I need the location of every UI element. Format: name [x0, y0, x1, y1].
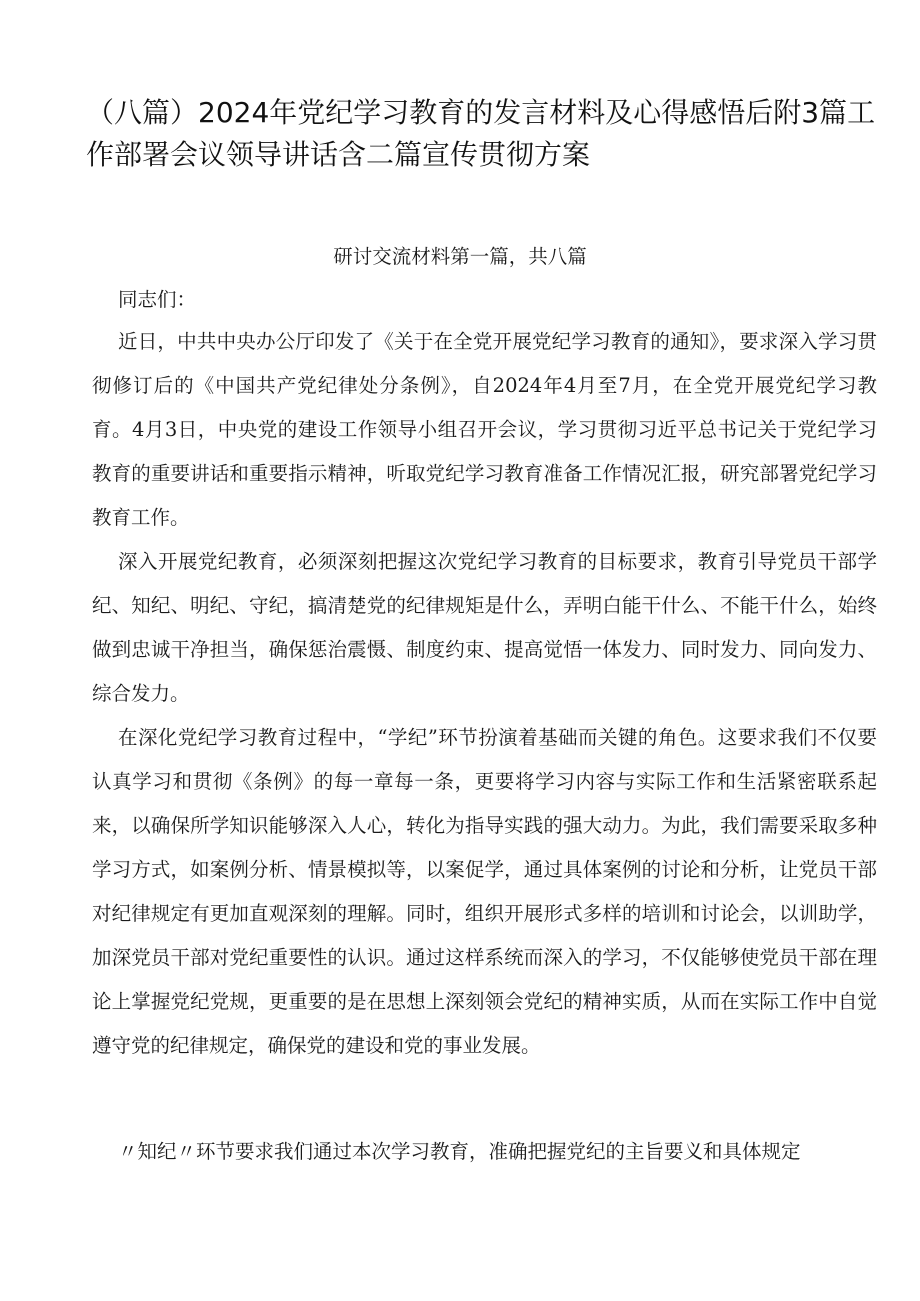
paragraph-3: 在深化党纪学习教育过程中，“学纪”环节扮演着基础而关键的角色。这要求我们不仅要认真学习和贯彻《条例》的每一章每一条，更要将学习内容与实际工作和生活紧密联系起来，以确保所学知识能够深入人心，转化为指导实践的强大动力。为此，我们需要采取多种学习方式，如案例分析、情景模拟等，以案促学，通过具体案例的讨论和分析，让党员干部对纪律规定有更加直观深刻的理解。同时，组织开展形式多样的培训和讨论会，以训助学，加深党员干部对党纪重要性的认识。通过这样系统而深入的学习，不仅能够使党员干部在理论上掌握党纪党规，更重要的是在思想上深刻领会党纪的精神实质，从而在实际工作中自觉遵守党的纪律规定，确保党的建设和党的事业发展。: [92, 726, 877, 1057]
document-title: （八篇）2024年党纪学习教育的发言材料及心得感悟后附3篇工作部署会议领导讲话含二篇宣传贯彻方案: [86, 96, 876, 171]
document-subtitle: 研讨交流材料第一篇，共八篇: [333, 245, 587, 268]
paragraph-2: 深入开展党纪教育，必须深刻把握这次党纪学习教育的目标要求，教育引导党员干部学纪、知纪、明纪、守纪，搞清楚党的纪律规矩是什么，弄明白能干什么、不能干什么，始终做到忠诚干净担当，确保惩治震慑、制度约束、提高觉悟一体发力、同时发力、同向发力、综合发力。: [92, 550, 877, 705]
paragraph-1: 近日，中共中央办公厅印发了《关于在全党开展党纪学习教育的通知》，要求深入学习贯彻修订后的《中国共产党纪律处分条例》，自2024年4月至7月，在全党开展党纪学习教育。4月3日，中央党的建设工作领导小组召开会议，学习贯彻习近平总书记关于党纪学习教育的重要讲话和重要指示精神，听取党纪学习教育准备工作情况汇报，研究部署党纪学习教育工作。: [92, 330, 877, 529]
paragraph-4: 〃知纪〃环节要求我们通过本次学习教育，准确把握党纪的主旨要义和具体规定: [118, 1140, 801, 1163]
salutation: 同志们：: [118, 288, 197, 311]
